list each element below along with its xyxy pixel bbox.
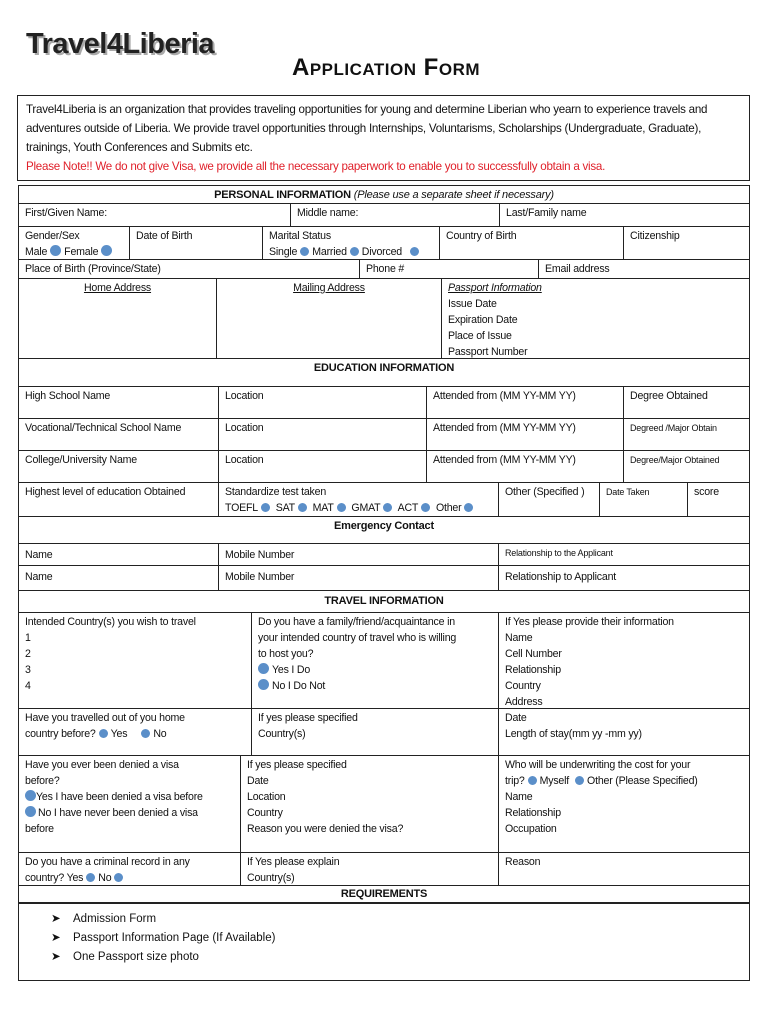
denied-yes-radio[interactable] bbox=[25, 790, 36, 801]
label: Country(s) bbox=[258, 728, 306, 740]
place-birth-field[interactable]: Place of Birth (Province/State) bbox=[25, 263, 161, 275]
gender-field bbox=[19, 227, 129, 259]
label: country? Yes bbox=[25, 872, 84, 884]
section-title: REQUIREMENTS bbox=[340, 888, 428, 900]
label: Male bbox=[25, 246, 48, 258]
label: Issue Date bbox=[448, 298, 497, 310]
label: Standardize test taken bbox=[225, 486, 327, 498]
name-row bbox=[18, 203, 750, 226]
criminal-explain-field[interactable] bbox=[240, 853, 498, 885]
label: Do you have a criminal record in any bbox=[25, 856, 190, 868]
logo: Travel4Liberia bbox=[26, 28, 215, 60]
label: One Passport size photo bbox=[73, 951, 199, 963]
myself-radio[interactable] bbox=[528, 776, 537, 785]
label: If Yes please provide their information bbox=[505, 616, 674, 628]
label: Admission Form bbox=[73, 913, 157, 925]
label: Expiration Date bbox=[448, 314, 518, 326]
requirements-header bbox=[18, 885, 750, 903]
edu-row bbox=[18, 386, 750, 418]
travelled-row bbox=[18, 708, 750, 755]
emergency-header bbox=[18, 516, 750, 543]
list-item bbox=[51, 929, 749, 948]
label: SAT bbox=[275, 502, 295, 514]
label: Other (Please Specified) bbox=[587, 775, 698, 787]
mobile-field[interactable]: Mobile Number bbox=[218, 566, 498, 590]
label: Divorced bbox=[361, 246, 402, 258]
male-radio[interactable] bbox=[50, 245, 61, 256]
score-field[interactable]: score bbox=[687, 483, 751, 516]
degree-field[interactable]: Degree Obtained bbox=[623, 387, 751, 418]
mailing-address-field[interactable] bbox=[216, 279, 441, 358]
label: TOEFL bbox=[225, 502, 258, 514]
citizenship-field[interactable]: Citizenship bbox=[623, 227, 751, 259]
label: If yes please specified bbox=[247, 759, 347, 771]
married-radio[interactable] bbox=[350, 247, 359, 256]
last-name-field[interactable]: Last/Family name bbox=[499, 204, 751, 226]
intro-box bbox=[17, 95, 750, 181]
criminal-no-radio[interactable] bbox=[114, 873, 123, 882]
form-title: Application Form bbox=[292, 54, 481, 81]
label: If yes please specified bbox=[258, 712, 358, 724]
label: Passport Information Page (If Available) bbox=[73, 932, 276, 944]
label: Marital Status bbox=[269, 230, 331, 242]
label: ACT bbox=[397, 502, 419, 514]
host-info-field[interactable] bbox=[498, 613, 751, 708]
female-radio[interactable] bbox=[101, 245, 112, 256]
label: Address bbox=[505, 696, 543, 708]
edu-row bbox=[18, 450, 750, 482]
criminal-row bbox=[18, 852, 750, 885]
label: country before? bbox=[25, 728, 96, 740]
section-title: Emergency Contact bbox=[334, 520, 434, 532]
degree-field[interactable]: Degree/Major Obtained bbox=[623, 451, 751, 482]
attended-field[interactable]: Attended from (MM YY-MM YY) bbox=[426, 419, 623, 450]
gender-row bbox=[18, 226, 750, 259]
label: Length of stay(mm yy -mm yy) bbox=[505, 728, 642, 740]
cost-field bbox=[498, 756, 751, 852]
phone-field[interactable]: Phone # bbox=[359, 260, 538, 278]
label: Country(s) bbox=[247, 872, 295, 884]
label: 2 bbox=[25, 648, 31, 660]
birth-row bbox=[18, 259, 750, 278]
attended-field[interactable]: Attended from (MM YY-MM YY) bbox=[426, 387, 623, 418]
no-host-radio[interactable] bbox=[258, 679, 269, 690]
denied-field bbox=[19, 756, 240, 852]
label: Have you ever been denied a visa bbox=[25, 759, 179, 771]
criminal-yes-radio[interactable] bbox=[86, 873, 95, 882]
label: No bbox=[98, 872, 112, 884]
label: your intended country of travel who is willing bbox=[258, 632, 457, 644]
label: Have you travelled out of you home bbox=[25, 712, 185, 724]
label: Who will be underwriting the cost for your bbox=[505, 759, 691, 771]
criminal-reason-field[interactable]: Reason bbox=[498, 853, 751, 885]
denied-details-field[interactable] bbox=[240, 756, 498, 852]
section-title: TRAVEL INFORMATION bbox=[324, 595, 444, 607]
label: Relationship bbox=[505, 807, 561, 819]
test-field bbox=[218, 483, 498, 516]
travel-row bbox=[18, 612, 750, 708]
toefl-radio[interactable] bbox=[261, 503, 270, 512]
requirements-list bbox=[18, 903, 750, 981]
label: Place of Issue bbox=[448, 330, 512, 342]
section-title: PERSONAL INFORMATION bbox=[214, 189, 351, 201]
label: Location bbox=[247, 791, 286, 803]
emergency-row bbox=[18, 565, 750, 590]
arrow-bullet-icon: ➤ bbox=[51, 932, 61, 944]
label: Female bbox=[64, 246, 99, 258]
location-field[interactable]: Location bbox=[218, 387, 426, 418]
label: Gender/Sex bbox=[25, 230, 80, 242]
middle-name-field[interactable]: Middle name: bbox=[290, 204, 499, 226]
emergency-row bbox=[18, 543, 750, 565]
other-radio[interactable] bbox=[464, 503, 473, 512]
first-name-field[interactable]: First/Given Name: bbox=[25, 207, 107, 219]
location-field[interactable]: Location bbox=[218, 451, 426, 482]
label: Do you have a family/friend/acquaintance in bbox=[258, 616, 455, 628]
yes-host-radio[interactable] bbox=[258, 663, 269, 674]
label: before bbox=[25, 823, 54, 835]
address-row bbox=[18, 278, 750, 358]
label: Yes I have been denied a visa before bbox=[36, 791, 203, 803]
intended-country-field[interactable] bbox=[19, 613, 251, 708]
label: Mailing Address bbox=[293, 282, 365, 294]
label: Country bbox=[505, 680, 541, 692]
country-birth-field[interactable]: Country of Birth bbox=[439, 227, 623, 259]
act-radio[interactable] bbox=[421, 503, 430, 512]
education-header bbox=[18, 358, 750, 386]
list-item bbox=[51, 948, 749, 967]
label: trip? bbox=[505, 775, 525, 787]
label: to host you? bbox=[258, 648, 314, 660]
label: Name bbox=[505, 632, 533, 644]
denied-row bbox=[18, 755, 750, 852]
divorced-radio[interactable] bbox=[410, 247, 419, 256]
mat-radio[interactable] bbox=[337, 503, 346, 512]
personal-header bbox=[18, 185, 750, 203]
label: Name bbox=[505, 791, 533, 803]
label: Occupation bbox=[505, 823, 557, 835]
label: before? bbox=[25, 775, 60, 787]
label: No I have never been denied a visa bbox=[38, 807, 198, 819]
contact-name-field[interactable]: Name bbox=[25, 571, 53, 583]
travel-header bbox=[18, 590, 750, 612]
school-name-field[interactable]: College/University Name bbox=[25, 454, 137, 466]
mobile-field[interactable]: Mobile Number bbox=[218, 544, 498, 565]
label: Yes bbox=[110, 728, 128, 740]
section-title: EDUCATION INFORMATION bbox=[313, 362, 455, 374]
stay-field[interactable] bbox=[498, 709, 751, 755]
label: No bbox=[153, 728, 167, 740]
location-field[interactable]: Location bbox=[218, 419, 426, 450]
label: 1 bbox=[25, 632, 31, 644]
degree-field[interactable]: Degreed /Major Obtain bbox=[623, 419, 751, 450]
label: Single bbox=[269, 246, 298, 258]
section-note: (Please use a separate sheet if necessary) bbox=[353, 189, 554, 201]
label: Married bbox=[312, 246, 347, 258]
host-field bbox=[251, 613, 498, 708]
school-name-field[interactable]: Vocational/Technical School Name bbox=[25, 422, 182, 434]
travelled-field bbox=[19, 709, 251, 755]
passport-field[interactable] bbox=[441, 279, 751, 358]
test-row bbox=[18, 482, 750, 516]
arrow-bullet-icon: ➤ bbox=[51, 951, 61, 963]
date-taken-field[interactable]: Date Taken bbox=[599, 483, 687, 516]
label: Myself bbox=[539, 775, 570, 787]
label: Cell Number bbox=[505, 648, 562, 660]
label: GMAT bbox=[351, 502, 381, 514]
highest-education-field[interactable]: Highest level of education Obtained bbox=[25, 486, 186, 498]
marital-field bbox=[262, 227, 439, 259]
travelled-yes-radio[interactable] bbox=[99, 729, 108, 738]
contact-name-field[interactable]: Name bbox=[25, 549, 53, 561]
label: No I Do Not bbox=[272, 680, 326, 692]
label: Home Address bbox=[83, 282, 152, 294]
label: Relationship bbox=[505, 664, 561, 676]
single-radio[interactable] bbox=[300, 247, 309, 256]
travelled-countries-field[interactable] bbox=[251, 709, 498, 755]
label: Date bbox=[505, 712, 527, 724]
school-name-field[interactable]: High School Name bbox=[25, 390, 111, 402]
label: Date bbox=[247, 775, 269, 787]
label: Reason you were denied the visa? bbox=[247, 823, 404, 835]
list-item bbox=[51, 910, 749, 929]
email-field[interactable]: Email address bbox=[538, 260, 751, 278]
visa-note: Please Note!! We do not give Visa, we provide all the necessary paperwork to enable you to successfully obtain a visa. bbox=[26, 160, 606, 173]
label: 4 bbox=[25, 680, 31, 692]
attended-field[interactable]: Attended from (MM YY-MM YY) bbox=[426, 451, 623, 482]
dob-field[interactable]: Date of Birth bbox=[129, 227, 262, 259]
criminal-field bbox=[19, 853, 240, 885]
sat-radio[interactable] bbox=[298, 503, 307, 512]
denied-no-radio[interactable] bbox=[25, 806, 36, 817]
label: Passport Number bbox=[448, 346, 528, 358]
travelled-no-radio[interactable] bbox=[141, 729, 150, 738]
label: MAT bbox=[312, 502, 334, 514]
relationship-field[interactable]: Relationship to Applicant bbox=[498, 566, 751, 590]
other-test-field[interactable]: Other (Specified ) bbox=[498, 483, 599, 516]
label: Passport Information bbox=[448, 282, 542, 294]
label: Yes I Do bbox=[272, 664, 311, 676]
other-payer-radio[interactable] bbox=[575, 776, 584, 785]
gmat-radio[interactable] bbox=[383, 503, 392, 512]
label: Intended Country(s) you wish to travel bbox=[25, 616, 196, 628]
label: 3 bbox=[25, 664, 31, 676]
arrow-bullet-icon: ➤ bbox=[51, 913, 61, 925]
intro-text: Travel4Liberia is an organization that provides traveling opportunities for young and determine Liberian who yearn to experience travels and adventures outside of Liberia. We provide travel opportunities through Internships, Voluntarisms, Scholarships (Undergraduate, Graduate), trainings, Youth Conferences and Submits etc. bbox=[26, 103, 708, 154]
label: If Yes please explain bbox=[247, 856, 340, 868]
home-address-field[interactable] bbox=[19, 279, 216, 358]
relationship-field[interactable]: Relationship to the Applicant bbox=[498, 544, 751, 565]
label: Other bbox=[435, 502, 462, 514]
label: Country bbox=[247, 807, 283, 819]
edu-row bbox=[18, 418, 750, 450]
